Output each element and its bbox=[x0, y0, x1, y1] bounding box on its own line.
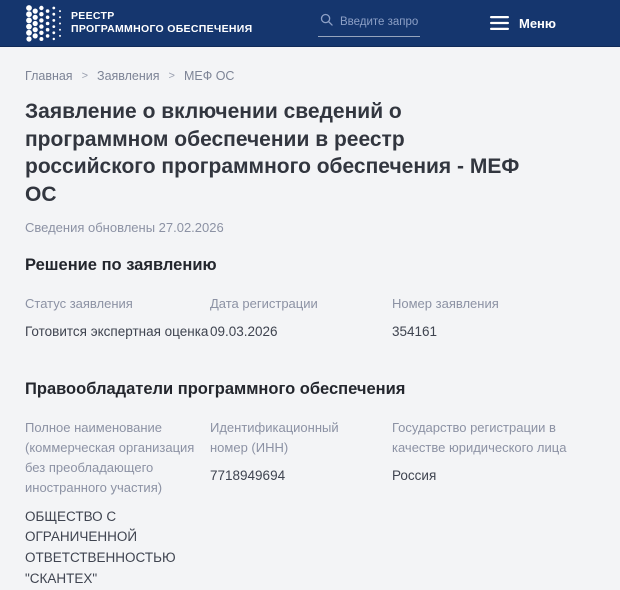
full-name-field bbox=[25, 418, 210, 590]
decision-fields-row bbox=[25, 294, 595, 343]
rightholders-fields-row bbox=[25, 418, 595, 590]
registration-date-value: 09.03.2026 bbox=[210, 322, 382, 343]
site-title-line2: ПРОГРАММНОГО ОБЕСПЕЧЕНИЯ bbox=[71, 23, 252, 37]
field-label: Дата регистрации bbox=[210, 294, 382, 314]
dots-logo-icon bbox=[26, 5, 62, 41]
hamburger-icon bbox=[490, 16, 509, 30]
application-status-value: Готовится экспертная оценка bbox=[25, 322, 200, 343]
page-title: Заявление о включении сведений о программном обеспечении в реестр российского программного обеспечения - МЕФ ОС bbox=[25, 98, 530, 209]
decision-section bbox=[25, 256, 595, 343]
menu-label: Меню bbox=[519, 16, 556, 31]
top-header bbox=[0, 0, 620, 47]
breadcrumb-separator-icon: > bbox=[82, 70, 88, 82]
breadcrumb-current: МЕФ ОС bbox=[184, 69, 234, 83]
registration-date-field bbox=[210, 294, 392, 343]
inn-value: 7718949694 bbox=[210, 466, 382, 487]
registry-logo[interactable] bbox=[26, 5, 252, 41]
breadcrumb-home[interactable]: Главная bbox=[25, 69, 73, 83]
application-status-field bbox=[25, 294, 210, 343]
rightholders-section-heading: Правообладатели программного обеспечения bbox=[25, 380, 595, 399]
application-number-value: 354161 bbox=[392, 322, 585, 343]
field-label: Полное наименование (коммерческая организация без преобладающего иностранного участия) bbox=[25, 418, 200, 499]
decision-section-heading: Решение по заявлению bbox=[25, 256, 595, 275]
company-name-value: ОБЩЕСТВО С ОГРАНИЧЕННОЙ ОТВЕТСТВЕННОСТЬЮ "СКАНТЕХ" bbox=[25, 507, 173, 590]
breadcrumb-applications[interactable]: Заявления bbox=[97, 69, 160, 83]
inn-field bbox=[210, 418, 392, 590]
registration-country-field bbox=[392, 418, 595, 590]
application-number-field bbox=[392, 294, 595, 343]
search-input[interactable] bbox=[340, 16, 418, 28]
site-title bbox=[71, 10, 252, 37]
field-label: Государство регистрации в качестве юридического лица bbox=[392, 418, 570, 458]
rightholders-section bbox=[25, 380, 595, 590]
field-label: Номер заявления bbox=[392, 294, 585, 314]
country-value: Россия bbox=[392, 466, 585, 487]
header-search[interactable] bbox=[318, 10, 420, 37]
field-label: Статус заявления bbox=[25, 294, 200, 314]
site-title-line1: РЕЕСТР bbox=[71, 10, 252, 24]
breadcrumb bbox=[25, 69, 595, 83]
menu-button[interactable] bbox=[490, 16, 556, 31]
updated-date-text: Сведения обновлены 27.02.2026 bbox=[25, 220, 595, 235]
field-label: Идентификационный номер (ИНН) bbox=[210, 418, 380, 458]
breadcrumb-separator-icon: > bbox=[169, 70, 175, 82]
search-icon[interactable] bbox=[320, 13, 333, 31]
page-content bbox=[0, 47, 620, 590]
